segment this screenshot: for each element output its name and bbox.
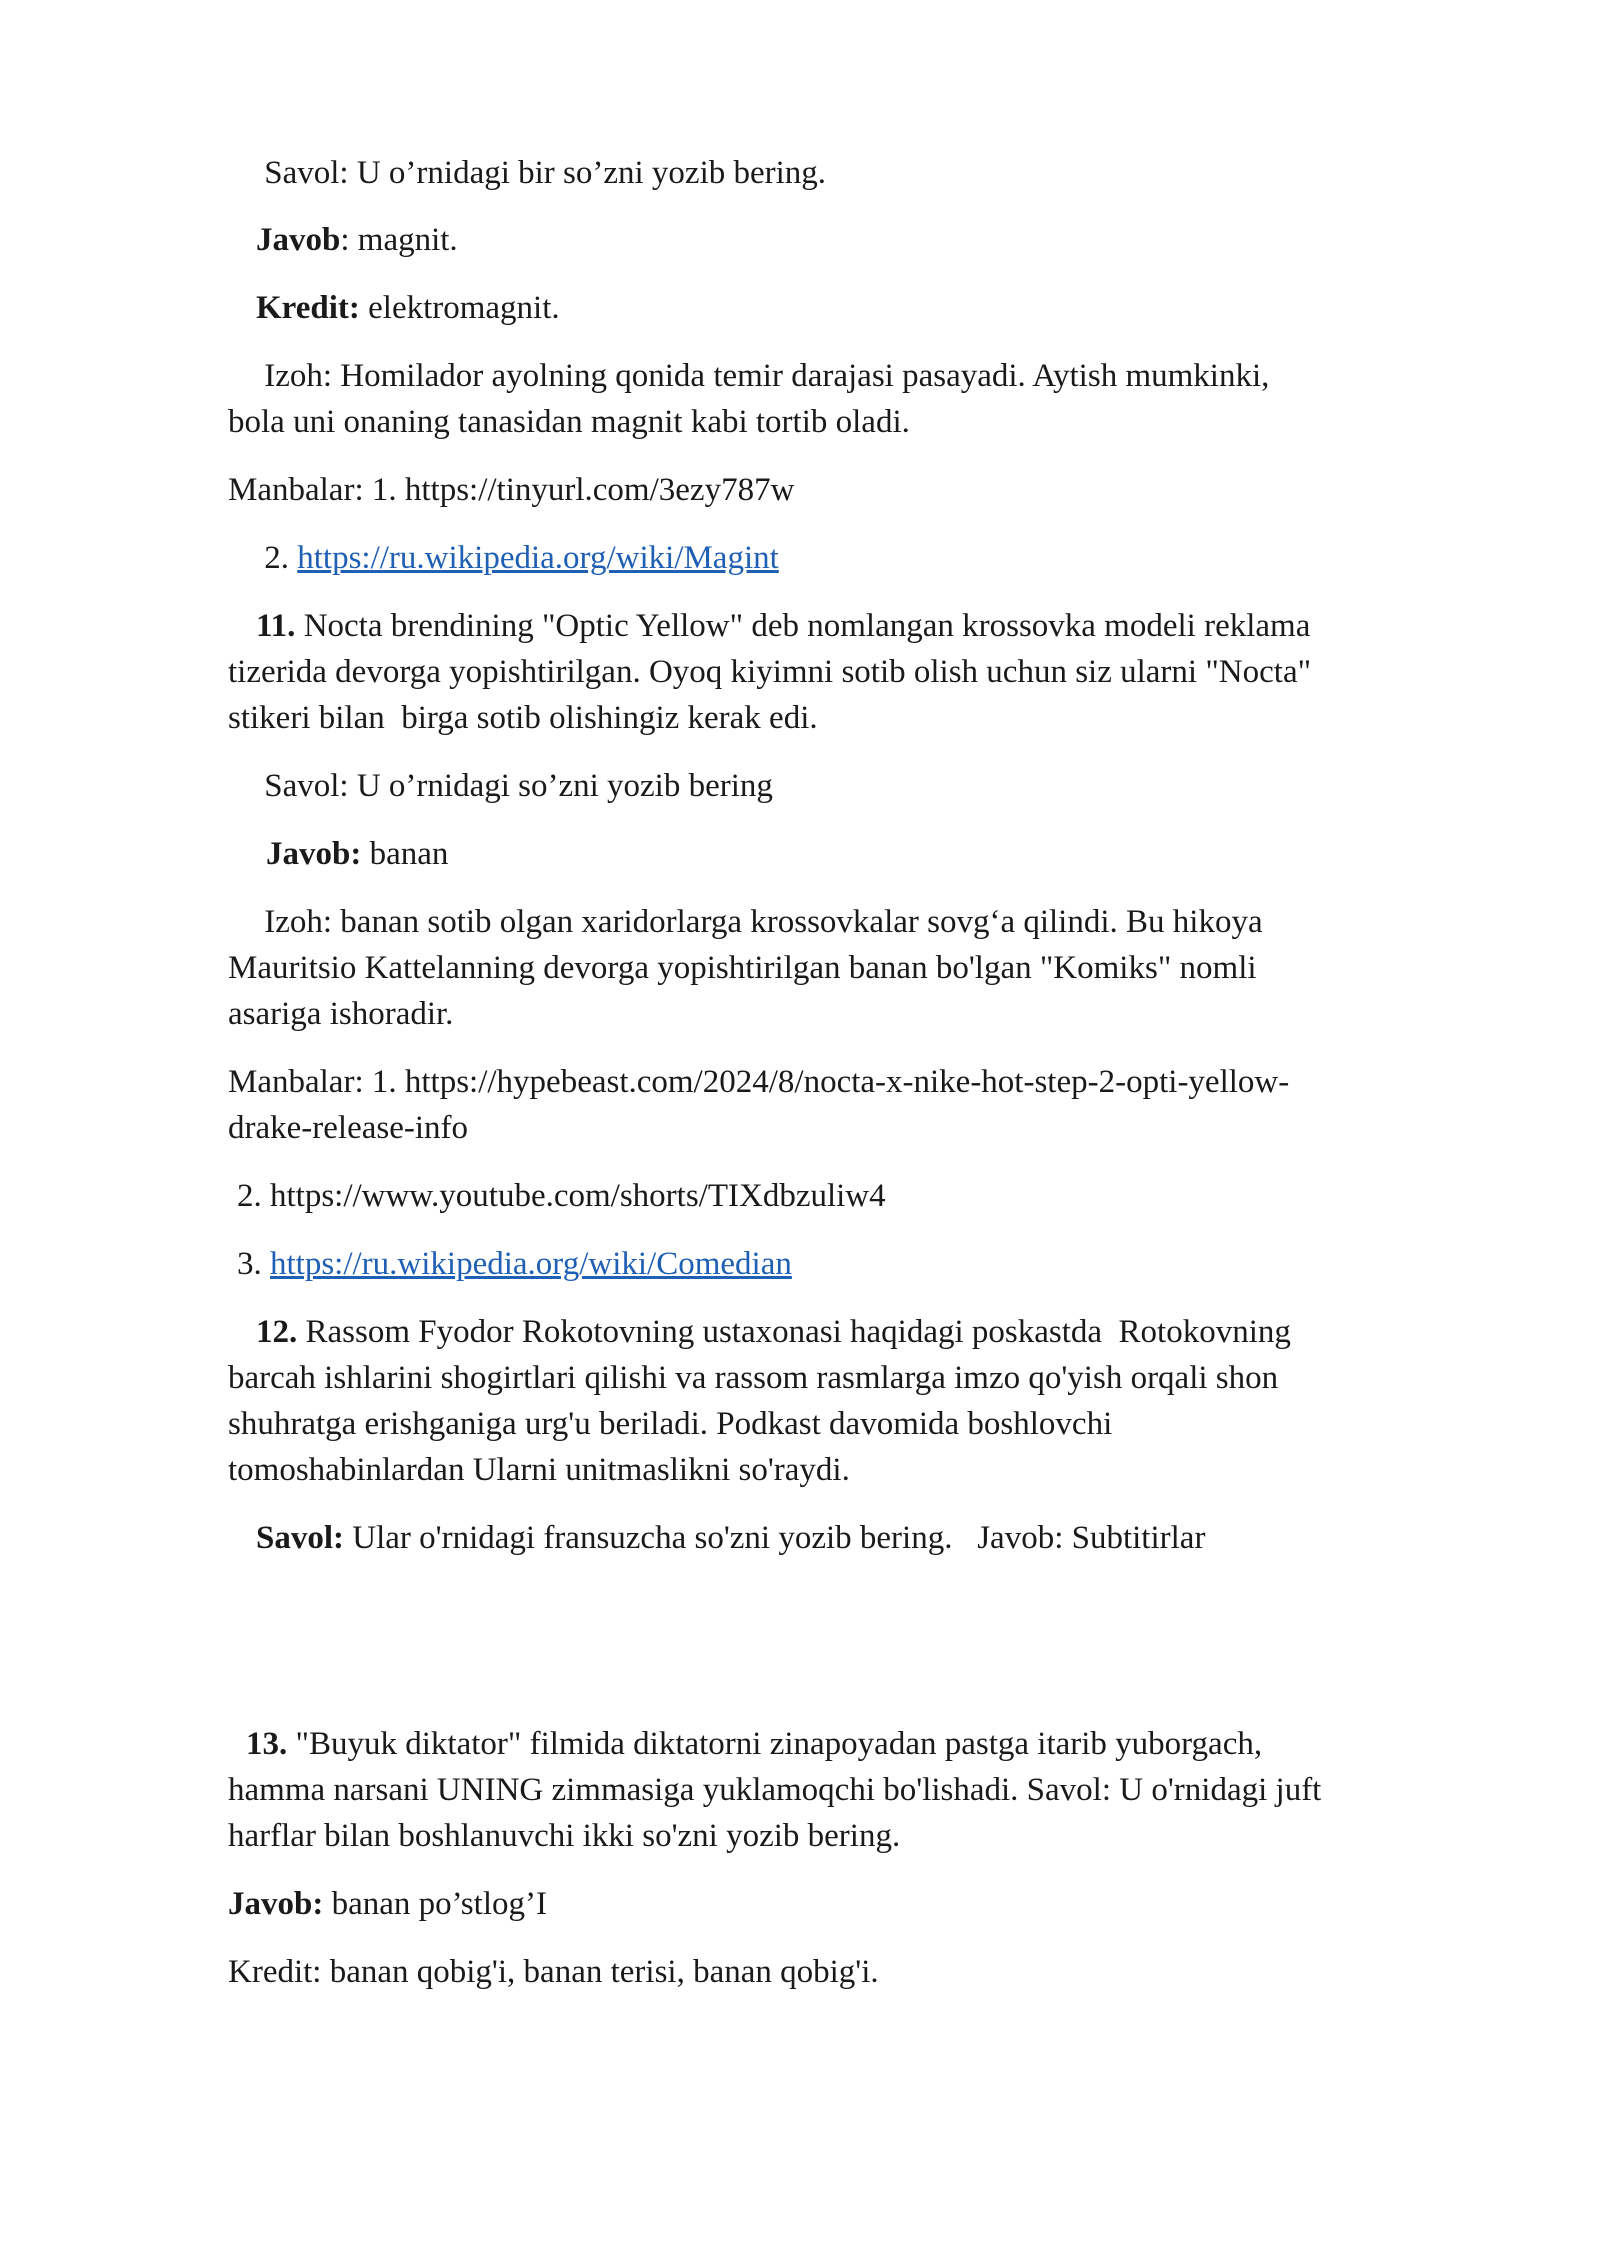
comedian-source-line [237,1241,1497,1287]
answer-label: Javob: [228,1886,324,1922]
question-11-answer [266,831,1526,877]
credit-label: Kredit: [256,290,360,326]
question-line: Savol: U o’rnidagi bir so’zni yozib bering. [256,155,827,191]
savol-label: Savol: [256,1520,345,1556]
question-12-number: 12. [256,1314,298,1350]
question-11-sources-2: drake-release-info [228,1110,469,1146]
question-11-comment-3: asariga ishoradir. [228,996,454,1032]
question-13-number: 13. [246,1726,288,1762]
comment-line: Izoh: Homilador ayolning qonida temir darajasi pasayadi. Aytish mumkinki, [256,358,1270,394]
wikipedia-magint-link[interactable]: https://ru.wikipedia.org/wiki/Magint [297,540,779,576]
answer-text: banan po’stlog’I [323,1886,547,1922]
comment-line-2: bola uni onaning tanasidan magnit kabi tortib oladi. [228,404,910,440]
youtube-source-line: 2. https://www.youtube.com/shorts/TIXdbzuliw4 [237,1178,886,1214]
question-11-comment-2: Mauritsio Kattelanning devorga yopishtirilgan banan bo'lgan "Komiks" nomli [228,950,1257,986]
question-11-line-2: tizerida devorga yopishtirilgan. Oyoq kiyimni sotib olish uchun siz ularni "Nocta" [228,654,1312,690]
sources-line: Manbalar: 1. https://tinyurl.com/3ezy787w [228,472,795,508]
question-11-sources: Manbalar: 1. https://hypebeast.com/2024/8/nocta-x-nike-hot-step-2-opti-yellow- [228,1064,1290,1100]
savol-text: Ular o'rnidagi fransuzcha so'zni yozib bering. Javob: Subtitirlar [344,1520,1206,1556]
source-number: 2. [256,540,298,576]
wikipedia-comedian-link[interactable]: https://ru.wikipedia.org/wiki/Comedian [270,1246,792,1282]
answer-text: banan [361,836,449,872]
credit-text: elektromagnit. [359,290,560,326]
question-13-answer [228,1881,1488,1927]
question-11-line [256,603,1516,649]
question-12-savol [256,1515,1516,1561]
answer-label: Javob: [266,836,362,872]
question-13-line [246,1721,1506,1767]
question-11-line-3: stikeri bilan birga sotib olishingiz kerak edi. [228,700,818,736]
question-11-comment: Izoh: banan sotib olgan xaridorlarga krossovkalar sovg‘a qilindi. Bu hikoya [256,904,1263,940]
answer-text: : magnit. [340,222,458,258]
question-13-text: "Buyuk diktator" filmida diktatorni zinapoyadan pastga itarib yuborgach, [287,1726,1263,1762]
question-11-savol: Savol: U o’rnidagi so’zni yozib bering [256,768,773,804]
answer-line [256,217,1516,263]
question-12-text: Rassom Fyodor Rokotovning ustaxonasi haqidagi poskastda Rotokovning [297,1314,1291,1350]
question-12-line-2: barcah ishlarini shogirtlari qilishi va rassom rasmlarga imzo qo'yish orqali shon [228,1360,1279,1396]
question-12-line [256,1309,1516,1355]
answer-label: Javob [256,222,341,258]
question-11-number: 11. [256,608,296,644]
question-13-line-3: harflar bilan boshlanuvchi ikki so'zni yozib bering. [228,1818,901,1854]
source-number: 3. [237,1246,270,1282]
question-11-text: Nocta brendining "Optic Yellow" deb nomlangan krossovka modeli reklama [295,608,1311,644]
question-13-line-2: hamma narsani UNING zimmasiga yuklamoqchi bo'lishadi. Savol: U o'rnidagi juft [228,1772,1322,1808]
source-line-2 [256,535,1516,581]
question-12-line-4: tomoshabinlardan Ularni unitmaslikni so'raydi. [228,1452,850,1488]
question-12-line-3: shuhratga erishganiga urg'u beriladi. Podkast davomida boshlovchi [228,1406,1113,1442]
question-13-credit: Kredit: banan qobig'i, banan terisi, banan qobig'i. [228,1954,879,1990]
credit-line [256,285,1516,331]
